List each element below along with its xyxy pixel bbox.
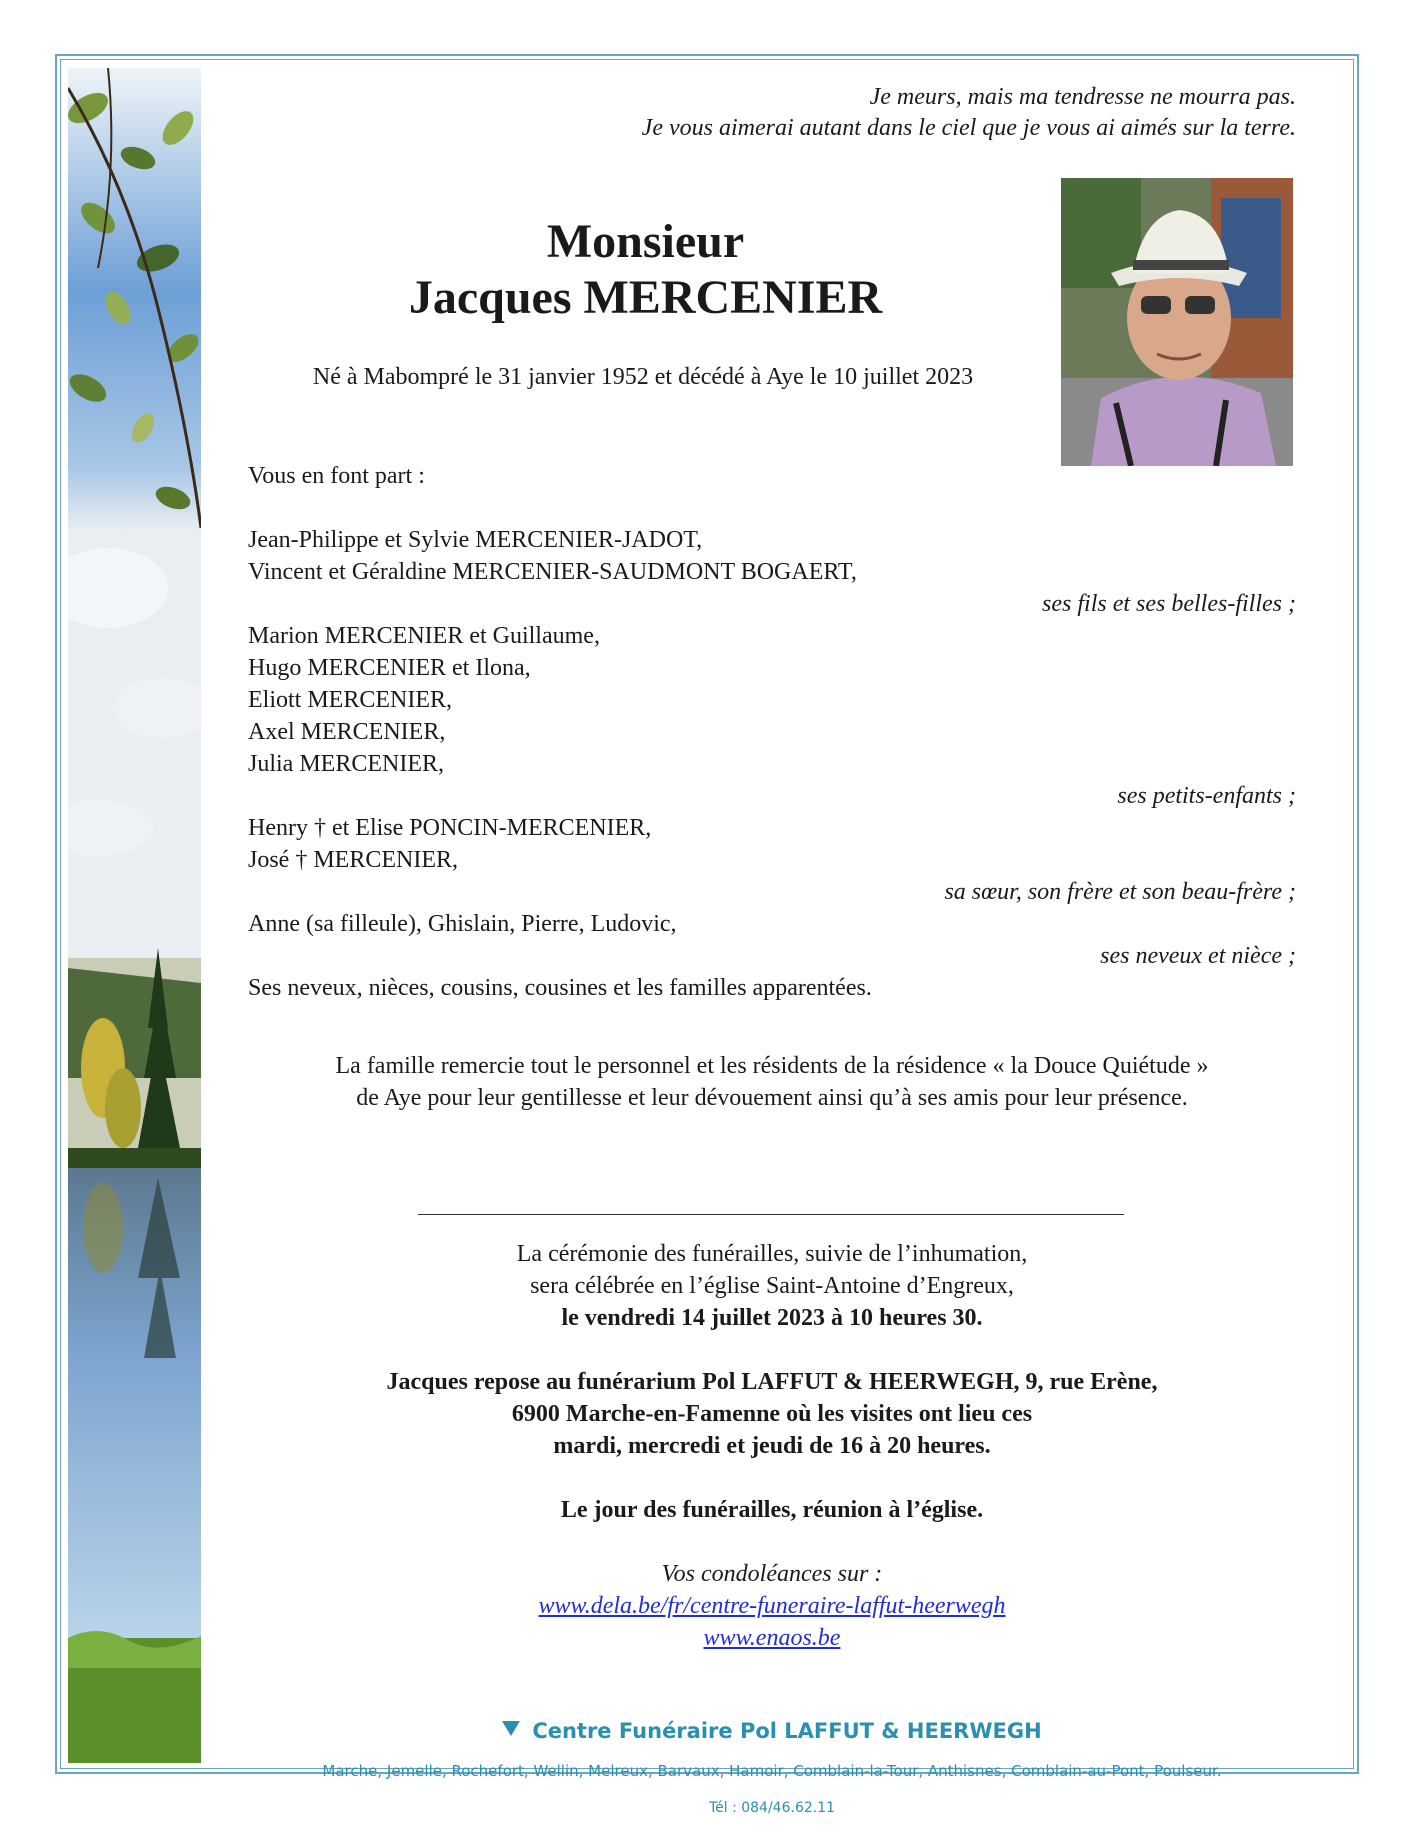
condolences-label: Vos condoléances sur : (661, 1561, 883, 1587)
ceremony-date: le vendredi 14 juillet 2023 à 10 heures 30. (561, 1305, 983, 1331)
church-meeting: Le jour des funérailles, réunion à l’église. (560, 1497, 984, 1523)
repose-line-2: 6900 Marche-en-Famenne où les visites ont lieu ces (511, 1401, 1033, 1427)
relation-grandchildren: ses petits-enfants ; (1117, 783, 1296, 809)
family-sibling-1: Henry † et Elise PONCIN-MERCENIER, (248, 815, 652, 841)
funeral-home-locations: Marche, Jemelle, Rochefort, Wellin, Melreux, Barvaux, Hamoir, Comblain-la-Tour, Anthisnes, Comblain-au-Pont, Poulseur. (322, 1762, 1222, 1780)
thanks-message (248, 1050, 1296, 1114)
family-grandchild-4: Axel MERCENIER, (248, 719, 446, 745)
family-nephews: Anne (sa filleule), Ghislain, Pierre, Ludovic, (248, 911, 677, 937)
ceremony-line-2: sera célébrée en l’église Saint-Antoine d’Engreux, (530, 1273, 1014, 1299)
thanks-line-2: de Aye pour leur gentillesse et leur dévouement ainsi qu’à ses amis pour leur présence. (356, 1085, 1188, 1111)
condolences-link-enaos[interactable]: www.enaos.be (703, 1625, 841, 1651)
announcement-intro: Vous en font part : (248, 463, 425, 489)
epitaph-quote (642, 82, 1296, 144)
family-children-2: Vincent et Géraldine MERCENIER-SAUDMONT BOGAERT, (248, 559, 857, 585)
nature-strip-image (68, 68, 201, 1763)
family-grandchild-5: Julia MERCENIER, (248, 751, 444, 777)
portrait-photo (1061, 178, 1293, 466)
title-honorific: Monsieur (546, 215, 745, 268)
funeral-home-footer (248, 1716, 1296, 1816)
quote-line-2: Je vous aimerai autant dans le ciel que je vous ai aimés sur la terre. (641, 115, 1296, 141)
repose-line-3: mardi, mercredi et jeudi de 16 à 20 heures. (553, 1433, 991, 1459)
quote-line-1: Je meurs, mais ma tendresse ne mourra pas. (869, 84, 1296, 110)
funeral-home-name: Centre Funéraire Pol LAFFUT & HEERWEGH (532, 1719, 1042, 1743)
section-divider (418, 1214, 1124, 1215)
family-grandchild-2: Hugo MERCENIER et Ilona, (248, 655, 531, 681)
deceased-name: Jacques MERCENIER (408, 271, 883, 324)
relation-children: ses fils et ses belles-filles ; (1042, 591, 1296, 617)
family-list (248, 460, 1296, 1004)
birth-death-dates: Né à Mabompré le 31 janvier 1952 et décédé à Aye le 10 juillet 2023 (312, 364, 974, 390)
ceremony-details (248, 1238, 1296, 1654)
family-grandchild-3: Eliott MERCENIER, (248, 687, 452, 713)
thanks-line-1: La famille remercie tout le personnel et les résidents de la résidence « la Douce Quiétude » (335, 1053, 1209, 1079)
family-grandchild-1: Marion MERCENIER et Guillaume, (248, 623, 600, 649)
family-sibling-2: José † MERCENIER, (248, 847, 458, 873)
triangle-down-icon (502, 1721, 520, 1736)
ceremony-line-1: La cérémonie des funérailles, suivie de l’inhumation, (516, 1241, 1028, 1267)
relation-nephews: ses neveux et nièce ; (1100, 943, 1296, 969)
condolences-link-dela[interactable]: www.dela.be/fr/centre-funeraire-laffut-heerwegh (538, 1593, 1006, 1619)
repose-line-1: Jacques repose au funérarium Pol LAFFUT & HEERWEGH, 9, rue Erène, (386, 1369, 1158, 1395)
family-children-1: Jean-Philippe et Sylvie MERCENIER-JADOT, (248, 527, 703, 553)
deceased-title (248, 214, 1043, 326)
funeral-home-phone: Tél : 084/46.62.11 (708, 1800, 836, 1816)
family-extended: Ses neveux, nièces, cousins, cousines et les familles apparentées. (248, 975, 872, 1001)
relation-siblings: sa sœur, son frère et son beau-frère ; (944, 879, 1296, 905)
